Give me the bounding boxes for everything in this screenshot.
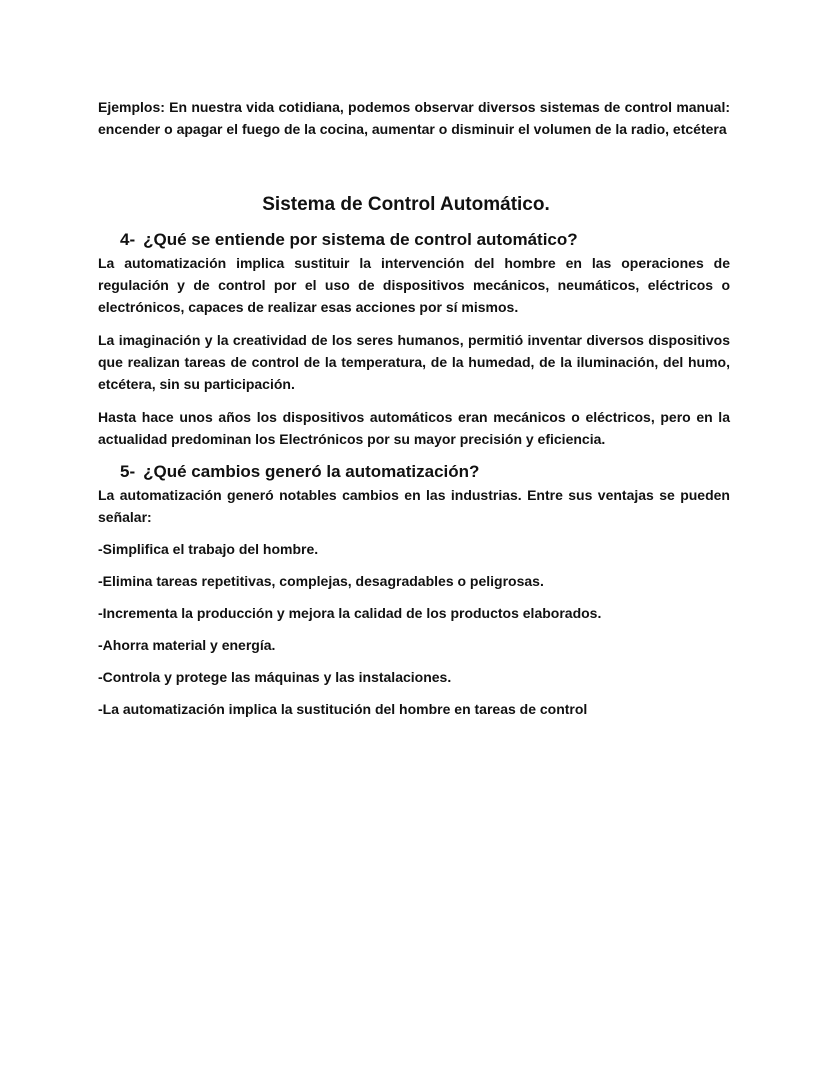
question-5-heading [120, 460, 730, 484]
list-item: -Simplifica el trabajo del hombre. [98, 541, 319, 557]
list-item: -Elimina tareas repetitivas, complejas, desagradables o peligrosas. [98, 573, 544, 589]
question-5-text: ¿Qué cambios generó la automatización? [143, 462, 480, 481]
document-content [98, 96, 730, 720]
list-item: -Controla y protege las máquinas y las instalaciones. [98, 669, 452, 685]
list-item: -Ahorra material y energía. [98, 637, 276, 653]
q5-intro-paragraph: La automatización generó notables cambios en las industrias. Entre sus ventajas se pueden señalar: [98, 487, 730, 525]
question-4-text: ¿Qué se entiende por sistema de control automático? [143, 230, 578, 249]
q4-paragraph-3: Hasta hace unos años los dispositivos automáticos eran mecánicos o eléctricos, pero en la actualidad predominan los Electrónicos por su mayor precisión y eficiencia. [98, 409, 730, 447]
question-4-heading [120, 228, 730, 252]
list-item: -Incrementa la producción y mejora la calidad de los productos elaborados. [98, 605, 602, 621]
question-5-number: 5- [120, 462, 136, 481]
q4-paragraph-2: La imaginación y la creatividad de los seres humanos, permitió inventar diversos dispositivos que realizan tareas de control de la temperatura, de la humedad, de la iluminación, del humo, etcétera, sin su participación. [98, 332, 730, 392]
question-4-number: 4- [120, 230, 136, 249]
list-item: -La automatización implica la sustitución del hombre en tareas de control [98, 701, 588, 717]
examples-paragraph: Ejemplos: En nuestra vida cotidiana, podemos observar diversos sistemas de control manual: encender o apagar el fuego de la cocina, aumentar o disminuir el volumen de la radio, etcétera [98, 99, 730, 137]
section-title: Sistema de Control Automático. [262, 194, 550, 215]
q4-paragraph-1: La automatización implica sustituir la intervención del hombre en las operaciones de regulación y de control por el uso de dispositivos mecánicos, neumáticos, eléctricos o electrónicos, capaces de realizar esas acciones por sí mismos. [98, 255, 730, 315]
